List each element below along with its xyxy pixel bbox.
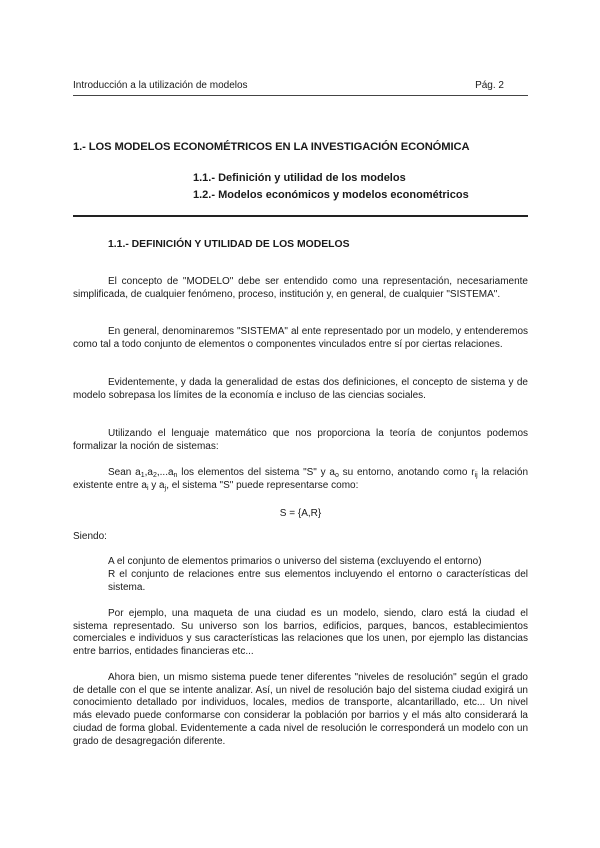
definition-a: A el conjunto de elementos primarios o universo del sistema (excluyendo el entorno) <box>108 556 482 567</box>
chapter-title: 1.- LOS MODELOS ECONOMÉTRICOS EN LA INVESTIGACIÓN ECONÓMICA <box>73 141 470 153</box>
paragraph-4: Utilizando el lenguaje matemático que nos proporciona la teoría de conjuntos podemos formalizar la noción de sistemas: <box>73 428 528 452</box>
section-title: 1.1.- DEFINICIÓN Y UTILIDAD DE LOS MODELOS <box>108 239 350 250</box>
system-formula: S = {A,R} <box>279 508 322 519</box>
header-title: Introducción a la utilización de modelos <box>73 80 248 91</box>
paragraph-7: Ahora bien, un mismo sistema puede tener diferentes "niveles de resolución" según el grado de detalle con el que se intente analizar. Así, un nivel de resolución bajo del sistema ciudad exigirá un conocimiento detallado por individuos, locales, medios de transporte, alcantarillado, etc... Un nivel más elevado puede conformarse con considerar la población por barrios y el más alto considerará la ciudad de forma global. Evidentemente a cada nivel de resolución le corresponderá un modelo con un grado de desagregación diferente. <box>73 672 528 747</box>
paragraph-2: En general, denominaremos "SISTEMA" al ente representado por un modelo, y entenderemos como tal a todo conjunto de elementos o componentes vinculados entre sí por ciertas relaciones. <box>73 326 528 350</box>
paragraph-5: Sean $a_1,a_2,...a_n$ los elementos del sistema "S" y $a_o$ su entorno, anotando como $r_{ij}$ la relación existente entre $a_i$ y $a_j$, el sistema "S" puede representarse como: <box>73 467 529 492</box>
paragraph-6: Por ejemplo, una maqueta de una ciudad es un modelo, siendo, claro está la ciudad el sistema representado. Su universo son los barrios, edificios, parques, bancos, establecimientos comerciales e individuos y sus características las relaciones que los unen, por ejemplo las distancias entre barrios, entidades financieras etc... <box>73 608 528 658</box>
toc-item-1: 1.1.- Definición y utilidad de los modelos <box>193 172 406 184</box>
section-rule <box>73 215 528 217</box>
toc-item-2: 1.2.- Modelos económicos y modelos econométricos <box>193 189 469 201</box>
page-number: Pág. 2 <box>475 80 504 91</box>
paragraph-3: Evidentemente, y dada la generalidad de estas dos definiciones, el concepto de sistema y de modelo sobrepasa los límites de la economía e incluso de las ciencias sociales. <box>73 377 528 401</box>
header-rule <box>73 95 528 96</box>
siendo-label: Siendo: <box>73 531 107 542</box>
paragraph-1: El concepto de "MODELO" debe ser entendido como una representación, necesariamente simplificada, de cualquier fenómeno, proceso, institución y, en general, de cualquier "SISTEMA". <box>73 276 528 300</box>
definition-r: R el conjunto de relaciones entre sus elementos incluyendo el entorno o características del sistema. <box>108 569 528 593</box>
